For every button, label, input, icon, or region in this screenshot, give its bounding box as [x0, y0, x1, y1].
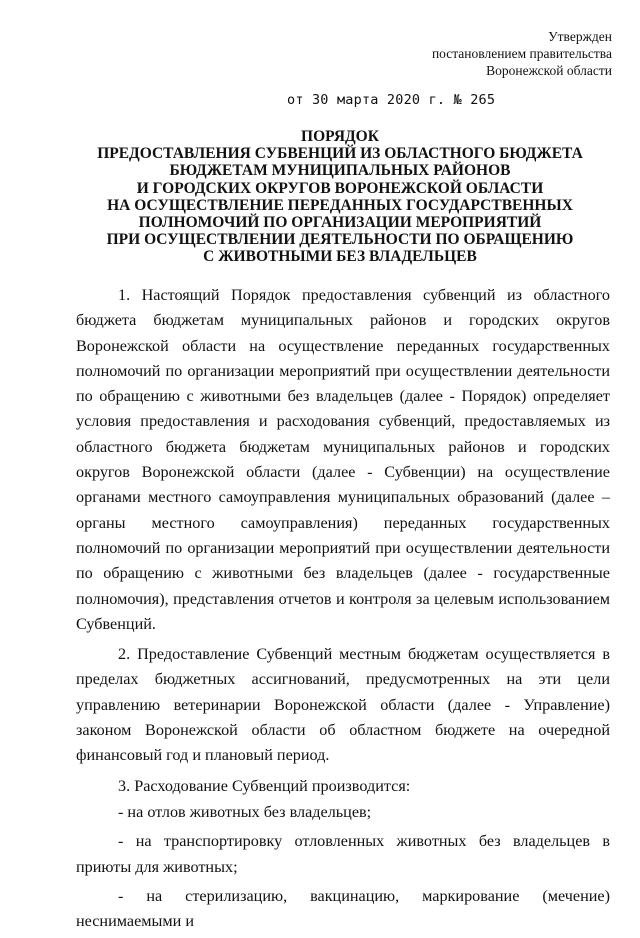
decree-date: от 30 марта 2020 г. № 265 [287, 92, 496, 108]
paragraph-1: 1. Настоящий Порядок предоставления субвенций из областного бюджета бюджетам муниципальных районов и городских округов Воронежской области на осуществление переданных государственных полномочий по организации мероприятий при осуществлении деятельности по обращению с животными без владельцев (далее - Порядок) определяет условия предоставления и расходования субвенций, предоставляемых из областного бюджета бюджетам муниципальных районов и городских округов Воронежской области (далее - Субвенции) на осуществление органами местного самоуправления муниципальных образований (далее – органы местного самоуправления) переданных государственных полномочий по организации мероприятий при осуществлении деятельности по обращению с животными без владельцев (далее - государственные полномочия), представления отчетов и контроля за целевым использованием Субвенций. [76, 286, 610, 633]
approval-line: Утвержден [548, 29, 612, 44]
list-item: - на стерилизацию, вакцинацию, маркирование (мечение) неснимаемыми и [76, 886, 610, 931]
list-item: - на транспортировку отловленных животных без владельцев в приюты для животных; [76, 832, 610, 876]
approval-line: Воронежской области [486, 63, 612, 78]
document-title [60, 128, 620, 266]
document-body [76, 283, 610, 938]
title-line: ПОРЯДОК [301, 128, 379, 145]
paragraph-2: 2. Предоставление Субвенций местным бюджетам осуществляется в пределах бюджетных ассигнований, предусмотренных на эти цели управлению ветеринарии Воронежской области (далее - Управление) законом Воронежской области об областном бюджете на очередной финансовый год и плановый период. [76, 645, 610, 765]
title-line: НА ОСУЩЕСТВЛЕНИЕ ПЕРЕДАННЫХ ГОСУДАРСТВЕННЫХ [107, 196, 573, 214]
title-line: ПРЕДОСТАВЛЕНИЯ СУБВЕНЦИЙ ИЗ ОБЛАСТНОГО БЮДЖЕТА [97, 145, 583, 163]
approval-line: постановлением правительства [431, 46, 612, 61]
title-line: БЮДЖЕТАМ МУНИЦИПАЛЬНЫХ РАЙОНОВ [169, 162, 511, 180]
title-line: С ЖИВОТНЫМИ БЕЗ ВЛАДЕЛЬЦЕВ [203, 248, 477, 266]
title-line: ПОЛНОМОЧИЙ ПО ОРГАНИЗАЦИИ МЕРОПРИЯТИЙ [138, 214, 542, 232]
title-line: И ГОРОДСКИХ ОКРУГОВ ВОРОНЕЖСКОЙ ОБЛАСТИ [136, 179, 544, 197]
list-item: - на отлов животных без владельцев; [118, 802, 372, 821]
title-line: ПРИ ОСУЩЕСТВЛЕНИИ ДЕЯТЕЛЬНОСТИ ПО ОБРАЩЕНИЮ [106, 231, 574, 249]
paragraph-3: 3. Расходование Субвенций производится: [118, 776, 411, 795]
approval-stamp [432, 28, 612, 79]
